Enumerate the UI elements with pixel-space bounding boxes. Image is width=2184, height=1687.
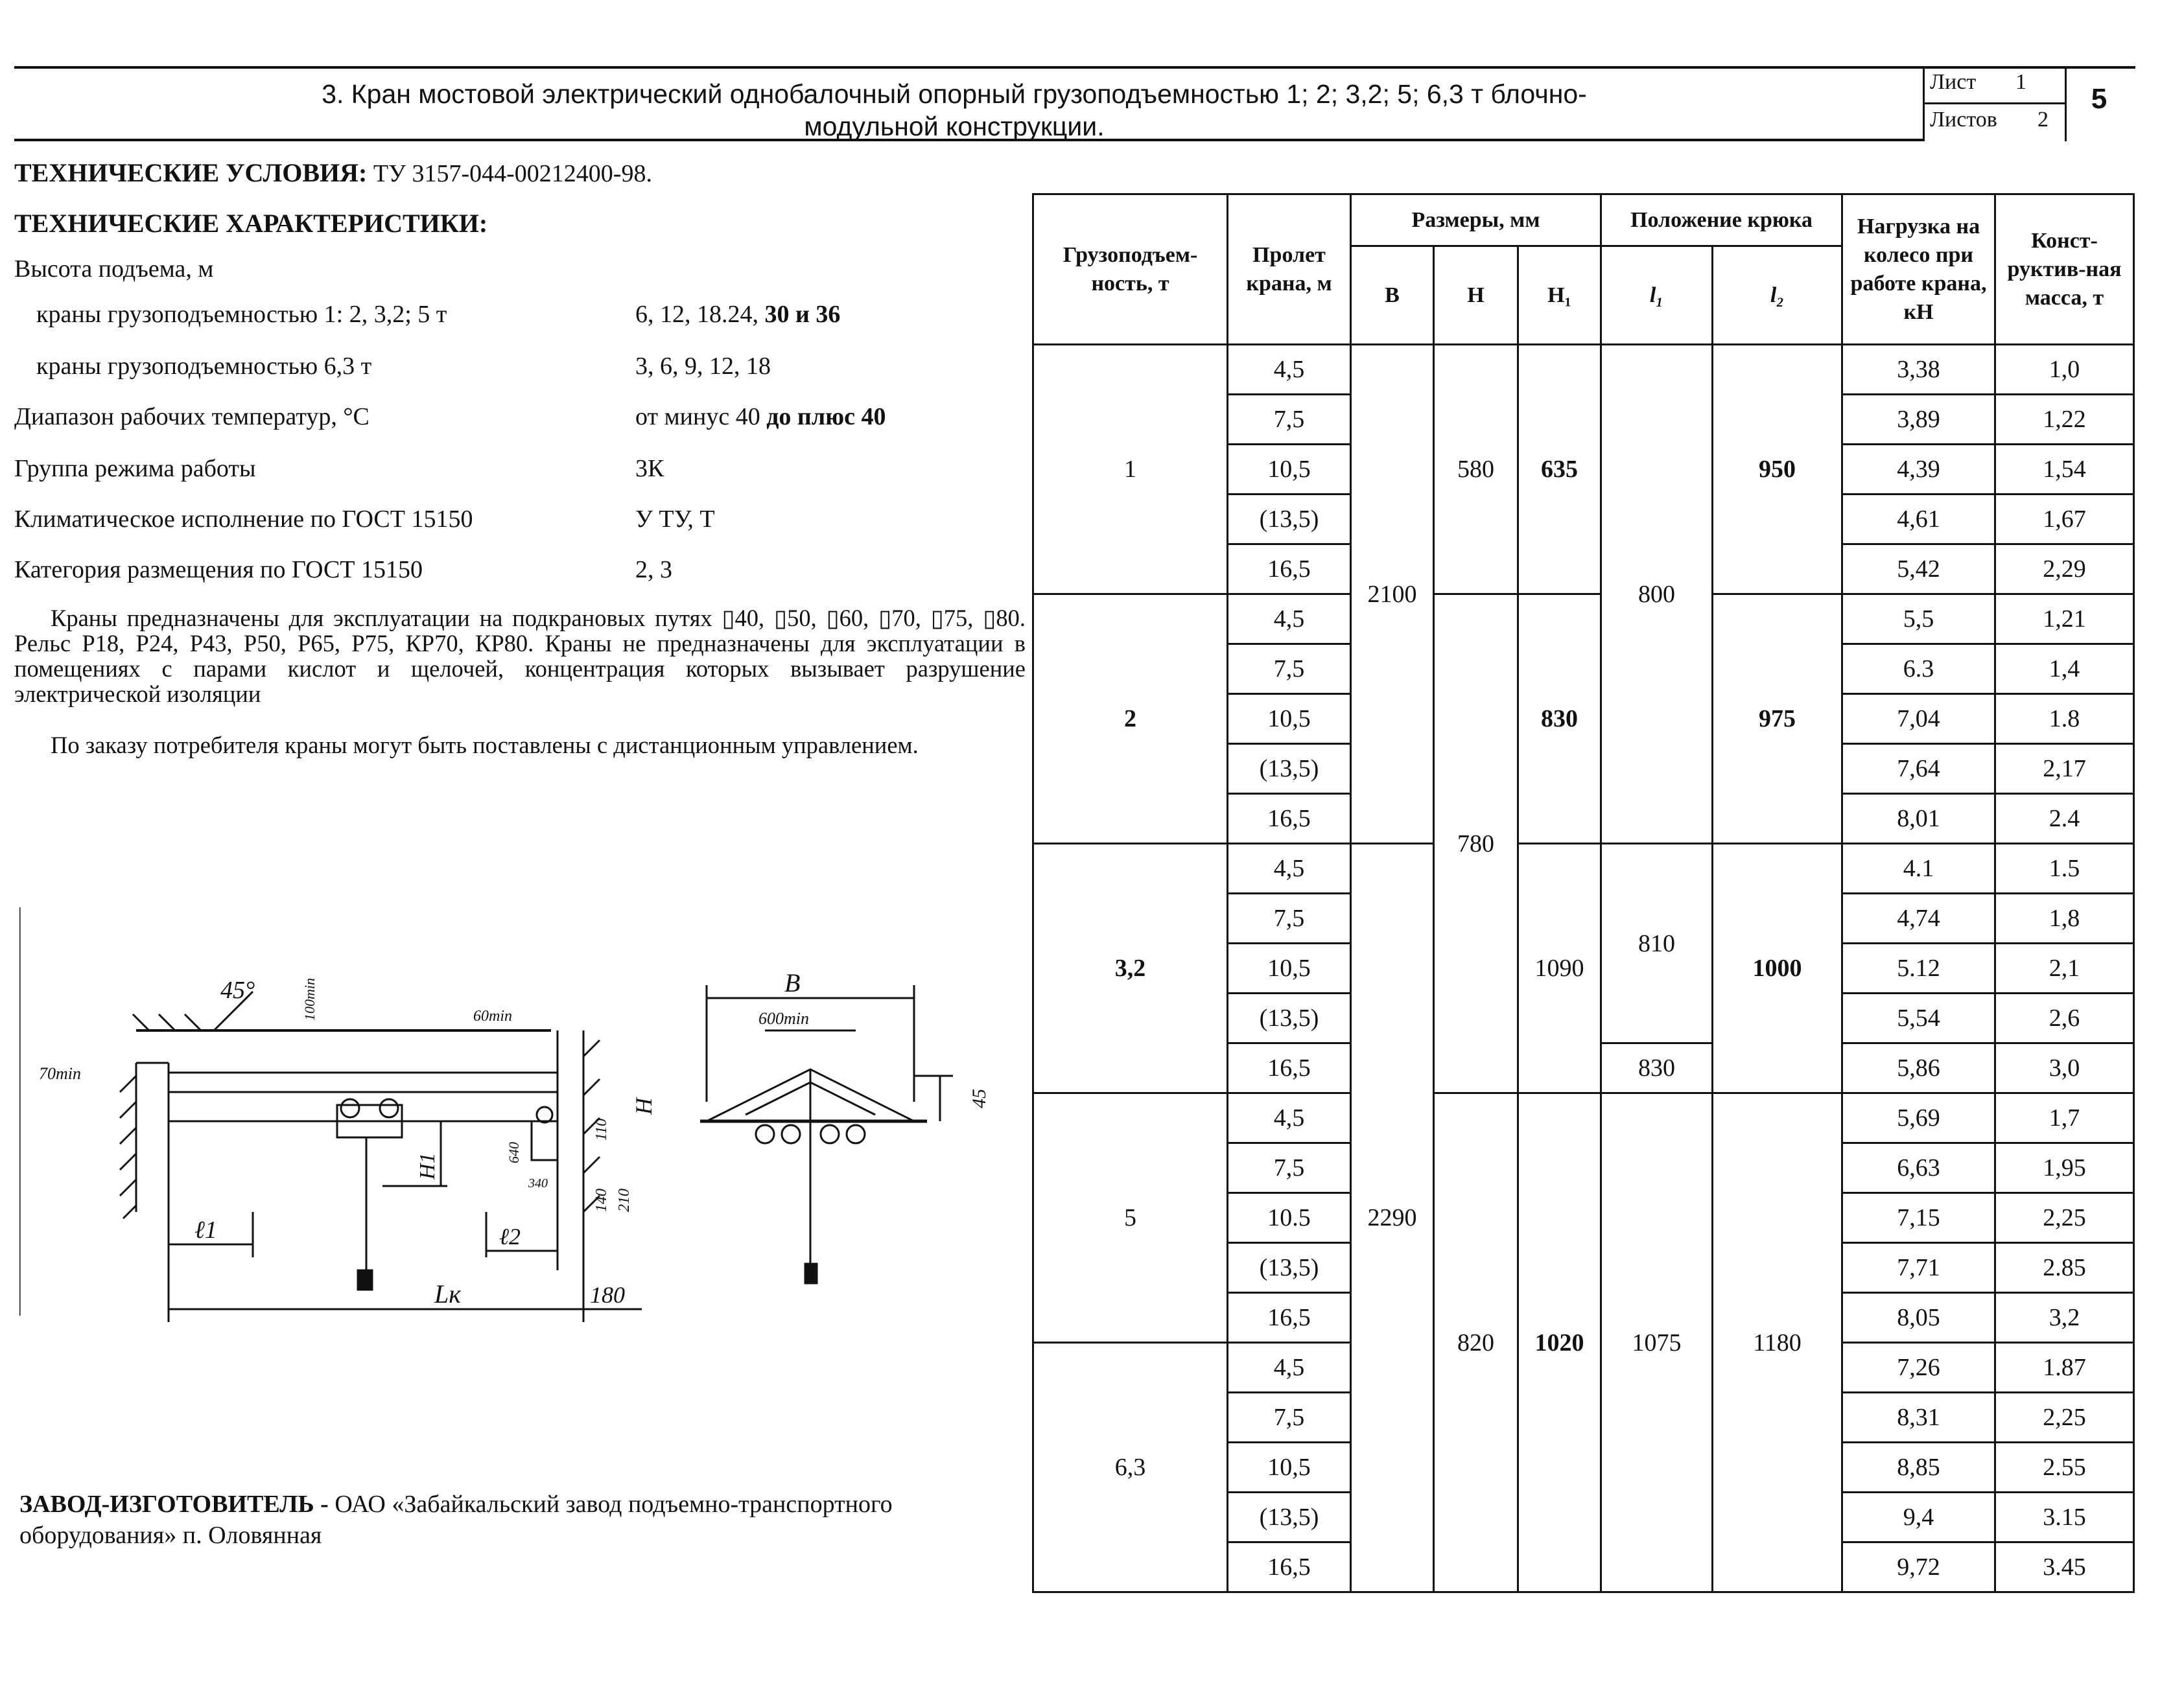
label-H1: H1 (416, 1152, 440, 1180)
sheet-value: 1 (2015, 70, 2026, 94)
label-60min: 60min (473, 1008, 512, 1025)
title-line-1: 3. Кран мостовой электрический однобалочный опорный грузоподъемностью 1; 2; 3,2; 5; 6,3 т блочно- (322, 79, 1587, 109)
cell-span: 10,5 (1228, 944, 1351, 994)
cell-load: 7,15 (1842, 1193, 1995, 1243)
label-l2: ℓ2 (499, 1224, 521, 1250)
cell-span: 10,5 (1228, 694, 1351, 744)
cell-l2: 1180 (1713, 1093, 1842, 1592)
label-340: 340 (528, 1176, 548, 1191)
header-H1: Н₁ (1518, 246, 1601, 345)
header-B: В (1351, 246, 1434, 345)
table-row (1033, 1093, 2134, 1143)
cell-mass: 2,25 (1995, 1193, 2134, 1243)
cell-load: 8,05 (1842, 1293, 1995, 1343)
cell-span: 16,5 (1228, 1542, 1351, 1592)
cell-mass: 1,95 (1995, 1143, 2134, 1193)
char-row-5-value: У ТУ, Т (635, 506, 715, 533)
cell-l1: 800 (1601, 345, 1713, 844)
header-top-rule (14, 66, 2135, 69)
characteristics-heading: ТЕХНИЧЕСКИЕ ХАРАКТЕРИСТИКИ: (14, 209, 488, 238)
cell-span: 16,5 (1228, 1043, 1351, 1093)
cell-span: 16,5 (1228, 1293, 1351, 1343)
cell-capacity: 5 (1033, 1093, 1228, 1343)
header-wheel-load: Нагрузка на колесо при работе крана, кН (1842, 194, 1995, 345)
cell-load: 7,64 (1842, 744, 1995, 794)
cross-section-view (700, 985, 953, 1283)
cell-span: 7,5 (1228, 1143, 1351, 1193)
cell-load: 5,5 (1842, 594, 1995, 644)
crane-schematic-drawing (19, 907, 1031, 1329)
label-180: 180 (590, 1282, 625, 1308)
label-600min: 600min (758, 1009, 809, 1028)
cell-B: 2100 (1351, 345, 1434, 844)
cell-H1: 1090 (1518, 844, 1601, 1093)
cell-B: 2290 (1351, 844, 1434, 1592)
cell-load: 8,85 (1842, 1443, 1995, 1493)
cell-load: 3,38 (1842, 345, 1995, 395)
cell-load: 4.1 (1842, 844, 1995, 894)
header-capacity: Грузоподъем-ность, т (1033, 194, 1228, 345)
cell-H: 780 (1434, 594, 1518, 1093)
cell-mass: 1.87 (1995, 1343, 2134, 1393)
header-hook-position: Положение крюка (1601, 194, 1842, 246)
lift-height-label: Высота подъема, м (14, 255, 214, 283)
cell-load: 7,04 (1842, 694, 1995, 744)
sheets-label: Листов (1930, 108, 1997, 132)
manufacturer-line-2: оборудования» п. Оловянная (19, 1522, 322, 1549)
cell-l1: 1075 (1601, 1093, 1713, 1592)
technical-conditions (14, 158, 652, 189)
cell-span: 10,5 (1228, 1443, 1351, 1493)
cell-mass: 3,0 (1995, 1043, 2134, 1093)
header-l1: l₁ (1601, 246, 1713, 345)
char-row-1-value: 6, 12, 18.24, 30 и 36 (635, 301, 841, 328)
cell-capacity: 2 (1033, 594, 1228, 844)
header-l2: l₂ (1713, 246, 1842, 345)
cell-mass: 1.5 (1995, 844, 2134, 894)
cell-l2: 950 (1713, 345, 1842, 594)
char-row-2-value: 3, 6, 9, 12, 18 (635, 353, 771, 380)
cell-load: 4,61 (1842, 494, 1995, 544)
cell-load: 8,31 (1842, 1393, 1995, 1443)
table-row (1033, 594, 2134, 644)
cell-load: 5,69 (1842, 1093, 1995, 1143)
char-row-4-label: Группа режима работы (14, 455, 256, 482)
cell-l1: 830 (1601, 1043, 1713, 1093)
sheet-info-box (1923, 66, 2067, 141)
cell-span: 7,5 (1228, 644, 1351, 694)
cell-span: (13,5) (1228, 494, 1351, 544)
label-110: 110 (593, 1118, 610, 1141)
cell-l1: 810 (1601, 844, 1713, 1043)
label-140: 140 (593, 1189, 610, 1212)
header-mass: Конст-руктив-ная масса, т (1995, 194, 2134, 345)
cell-mass: 2,25 (1995, 1393, 2134, 1443)
cell-span: 16,5 (1228, 794, 1351, 844)
wall-left (120, 1063, 169, 1218)
sheet-label: Лист (1930, 70, 1977, 94)
table-row (1033, 345, 2134, 395)
cell-mass: 1,54 (1995, 445, 2134, 494)
cell-H: 820 (1434, 1093, 1518, 1592)
header-H: Н (1434, 246, 1518, 345)
cell-span: 7,5 (1228, 1393, 1351, 1443)
cell-load: 3,89 (1842, 395, 1995, 445)
char-row-4-value: 3К (635, 455, 664, 482)
label-210: 210 (616, 1189, 633, 1212)
cell-span: (13,5) (1228, 994, 1351, 1043)
cell-mass: 1,7 (1995, 1093, 2134, 1143)
cell-span: 7,5 (1228, 894, 1351, 944)
cell-load: 9,4 (1842, 1493, 1995, 1542)
label-100min: 100min (301, 978, 318, 1021)
cell-span: 4,5 (1228, 1093, 1351, 1143)
cell-span: (13,5) (1228, 1243, 1351, 1293)
cell-load: 4,74 (1842, 894, 1995, 944)
cell-load: 7,71 (1842, 1243, 1995, 1293)
cell-load: 7,26 (1842, 1343, 1995, 1393)
cell-mass: 1,22 (1995, 395, 2134, 445)
header-span: Пролет крана, м (1228, 194, 1351, 345)
cell-l2: 975 (1713, 594, 1842, 844)
conditions-label: ТЕХНИЧЕСКИЕ УСЛОВИЯ: (14, 158, 368, 187)
cell-capacity: 6,3 (1033, 1343, 1228, 1592)
label-H: H (631, 1098, 657, 1115)
label-l1: ℓ1 (194, 1216, 217, 1244)
label-B: B (784, 968, 801, 997)
document-title (183, 78, 1726, 143)
cell-mass: 2,6 (1995, 994, 2134, 1043)
cell-span: (13,5) (1228, 744, 1351, 794)
char-row-3-label: Диапазон рабочих температур, °С (14, 403, 370, 430)
cell-mass: 3.15 (1995, 1493, 2134, 1542)
description-paragraph-1: Краны предназначены для эксплуатации на подкрановых путях ▯40, ▯50, ▯60, ▯70, ▯75, ▯80. Рельс Р18, Р24, Р43, Р50, Р65, Р75, КР70, КР80. Краны не предназначены для эксплуатации в помещениях с парами кислот и щелочей, концентрация которых вызывает разрушение электрической изоляции (14, 605, 1026, 707)
cell-mass: 1,67 (1995, 494, 2134, 544)
cell-mass: 2.55 (1995, 1443, 2134, 1493)
char-row-2-label: краны грузоподъемностью 6,3 т (36, 353, 372, 380)
cell-mass: 2.85 (1995, 1243, 2134, 1293)
description-paragraph-2: По заказу потребителя краны могут быть поставлены с дистанционным управлением. (51, 732, 919, 758)
cell-mass: 1,8 (1995, 894, 2134, 944)
cell-mass: 3.45 (1995, 1542, 2134, 1592)
sheets-value: 2 (2037, 108, 2049, 132)
cell-load: 5,54 (1842, 994, 1995, 1043)
cell-span: 16,5 (1228, 544, 1351, 594)
cell-load: 5,86 (1842, 1043, 1995, 1093)
cell-mass: 1.8 (1995, 694, 2134, 744)
cell-mass: 2,29 (1995, 544, 2134, 594)
cell-mass: 1,0 (1995, 345, 2134, 395)
cell-span: 4,5 (1228, 345, 1351, 395)
cell-span: 7,5 (1228, 395, 1351, 445)
cell-l2: 1000 (1713, 844, 1842, 1093)
cell-load: 5,42 (1842, 544, 1995, 594)
cell-load: 6,63 (1842, 1143, 1995, 1193)
char-row-6-value: 2, 3 (635, 556, 672, 583)
cell-capacity: 1 (1033, 345, 1228, 594)
cell-load: 8,01 (1842, 794, 1995, 844)
table-row (1033, 844, 2134, 894)
specifications-table (1032, 193, 2135, 1593)
title-line-2: модульной конструкции. (804, 111, 1105, 141)
cell-H1: 1020 (1518, 1093, 1601, 1592)
manufacturer-line-1: ЗАВОД-ИЗГОТОВИТЕЛЬ - ОАО «Забайкальский завод подъемно-транспортного (19, 1491, 893, 1518)
cell-span: 4,5 (1228, 594, 1351, 644)
cell-capacity: 3,2 (1033, 844, 1228, 1093)
cell-mass: 1,4 (1995, 644, 2134, 694)
cell-span: 4,5 (1228, 1343, 1351, 1393)
cell-mass: 3,2 (1995, 1293, 2134, 1343)
cell-load: 9,72 (1842, 1542, 1995, 1592)
manufacturer-label: ЗАВОД-ИЗГОТОВИТЕЛЬ (19, 1491, 314, 1518)
cell-H: 580 (1434, 345, 1518, 594)
cell-H1: 830 (1518, 594, 1601, 844)
page-number: 5 (2091, 83, 2108, 115)
label-45-side: 45 (969, 1089, 990, 1108)
cell-span: 10,5 (1228, 445, 1351, 494)
cell-mass: 2.4 (1995, 794, 2134, 844)
char-row-5-label: Климатическое исполнение по ГОСТ 15150 (14, 506, 473, 533)
char-row-1-label: краны грузоподъемностью 1: 2, 3,2; 5 т (36, 301, 447, 328)
cell-mass: 2,17 (1995, 744, 2134, 794)
cell-load: 6.3 (1842, 644, 1995, 694)
label-640: 640 (506, 1142, 522, 1163)
char-row-3-value: от минус 40 до плюс 40 (635, 403, 886, 430)
cell-mass: 1,21 (1995, 594, 2134, 644)
char-row-6-label: Категория размещения по ГОСТ 15150 (14, 556, 423, 583)
cell-mass: 2,1 (1995, 944, 2134, 994)
cell-span: 4,5 (1228, 844, 1351, 894)
cell-load: 4,39 (1842, 445, 1995, 494)
label-45: 45° (220, 977, 255, 1004)
header-bottom-rule (14, 139, 1923, 141)
manufacturer-name: ОАО «Забайкальский завод подъемно-транспортного (335, 1491, 893, 1518)
conditions-value: ТУ 3157-044-00212400-98. (373, 160, 652, 187)
cell-span: 10.5 (1228, 1193, 1351, 1243)
label-Lk: Lк (434, 1279, 461, 1309)
cell-span: (13,5) (1228, 1493, 1351, 1542)
label-70min: 70min (39, 1064, 81, 1083)
header-dimensions: Размеры, мм (1351, 194, 1601, 246)
document-header (14, 66, 2135, 141)
cell-load: 5.12 (1842, 944, 1995, 994)
cell-H1: 635 (1518, 345, 1601, 594)
